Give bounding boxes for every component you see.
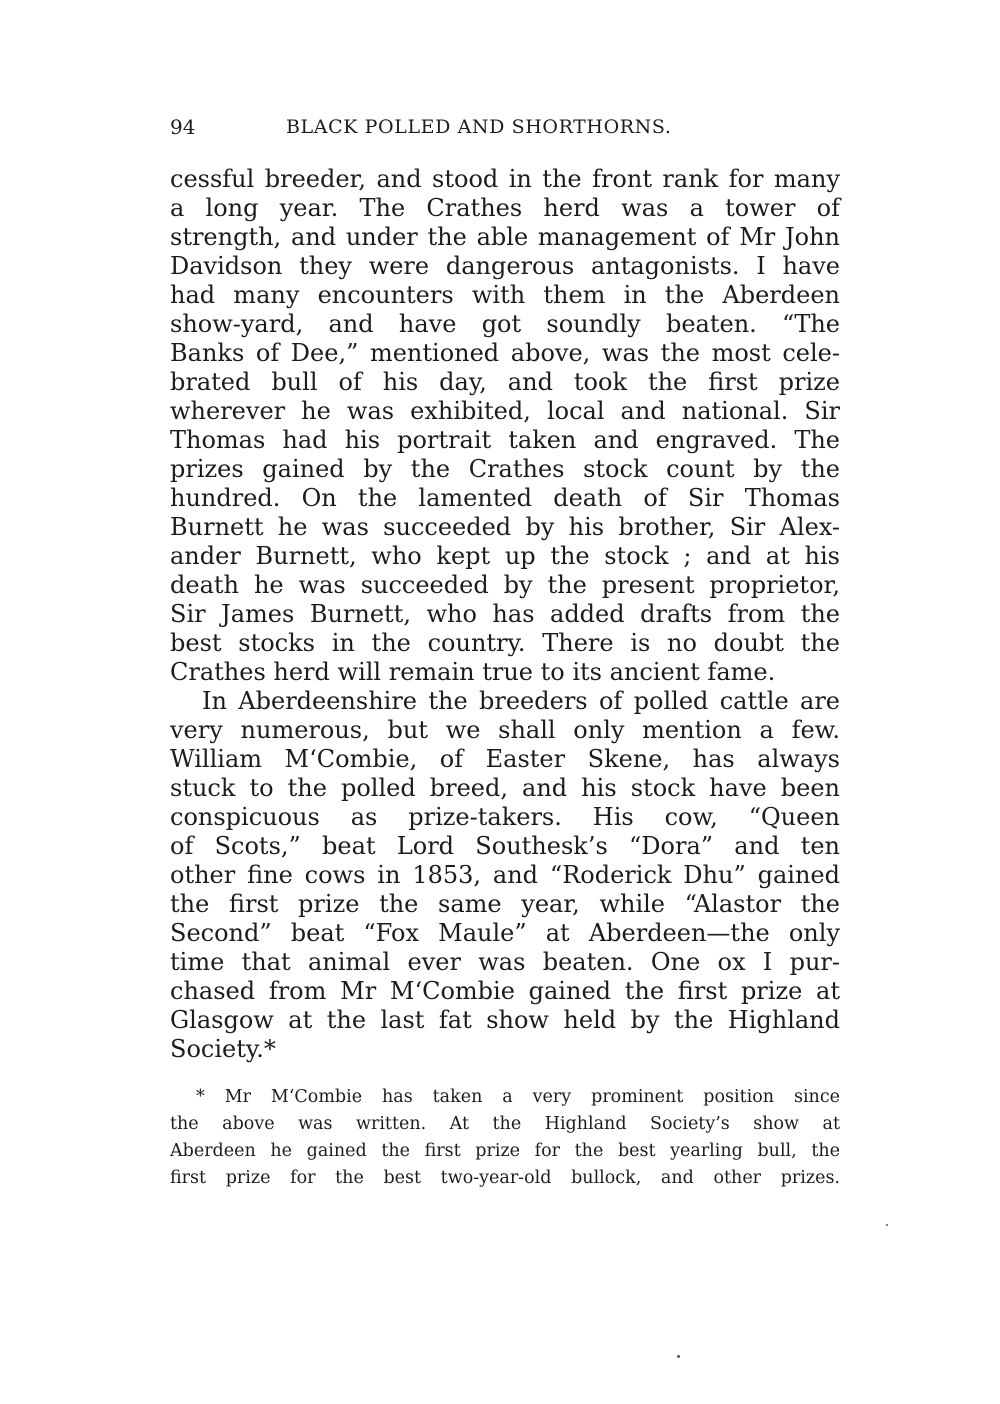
text-line: wherever he was exhibited, local and national. Sir (170, 397, 840, 425)
text-line: Sir James Burnett, who has added drafts from the (170, 600, 840, 628)
body-text (170, 165, 840, 1064)
text-line: Davidson they were dangerous antagonists. I have (170, 252, 840, 280)
text-line: the first prize the same year, while “Alastor the (170, 890, 840, 918)
footnote-line: first prize for the best two-year-old bullock, and other prizes. (170, 1168, 840, 1188)
text-line: strength, and under the able management of Mr John (170, 223, 840, 251)
text-line: show-yard, and have got soundly beaten. “The (170, 310, 840, 338)
print-speck (886, 1224, 888, 1226)
text-line: time that animal ever was beaten. One ox I pur- (170, 948, 840, 976)
running-title: BLACK POLLED AND SHORTHORNS. (286, 116, 672, 138)
footnote (170, 1084, 840, 1192)
text-line: brated bull of his day, and took the first prize (170, 368, 840, 396)
text-line: conspicuous as prize-takers. His cow, “Queen (170, 803, 840, 831)
text-line: Burnett he was succeeded by his brother, Sir Alex- (170, 513, 840, 541)
text-line: Second” beat “Fox Maule” at Aberdeen—the only (170, 919, 840, 947)
text-line: of Scots,” beat Lord Southesk’s “Dora” and ten (170, 832, 840, 860)
text-line: Society.* (170, 1035, 276, 1063)
text-line: cessful breeder, and stood in the front rank for many (170, 165, 840, 193)
text-line: stuck to the polled breed, and his stock have been (170, 774, 840, 802)
page-number: 94 (170, 115, 196, 139)
text-line: Crathes herd will remain true to its ancient fame. (170, 658, 776, 686)
footnote-line: * Mr M‘Combie has taken a very prominent position since (196, 1087, 840, 1107)
text-line: William M‘Combie, of Easter Skene, has always (170, 745, 840, 773)
text-line: a long year. The Crathes herd was a tower of (170, 194, 840, 222)
text-line: prizes gained by the Crathes stock count by the (170, 455, 840, 483)
text-line: very numerous, but we shall only mention a few. (170, 716, 840, 744)
text-line: Thomas had his portrait taken and engraved. The (170, 426, 840, 454)
text-line: hundred. On the lamented death of Sir Thomas (170, 484, 840, 512)
print-speck (677, 1355, 680, 1358)
footnote-line: Aberdeen he gained the first prize for the best yearling bull, the (170, 1141, 840, 1161)
running-head (170, 112, 840, 142)
footnote-line: the above was written. At the Highland Society’s show at (170, 1114, 840, 1134)
text-line: Banks of Dee,” mentioned above, was the most cele- (170, 339, 840, 367)
text-line: best stocks in the country. There is no doubt the (170, 629, 840, 657)
text-line: Glasgow at the last fat show held by the Highland (170, 1006, 840, 1034)
text-line: chased from Mr M‘Combie gained the first prize at (170, 977, 840, 1005)
text-line: ander Burnett, who kept up the stock ; and at his (170, 542, 840, 570)
text-line: other fine cows in 1853, and “Roderick Dhu” gained (170, 861, 840, 889)
text-line: death he was succeeded by the present proprietor, (170, 571, 840, 599)
paragraph-start-line: In Aberdeenshire the breeders of polled cattle are (202, 687, 840, 715)
text-line: had many encounters with them in the Aberdeen (170, 281, 840, 309)
